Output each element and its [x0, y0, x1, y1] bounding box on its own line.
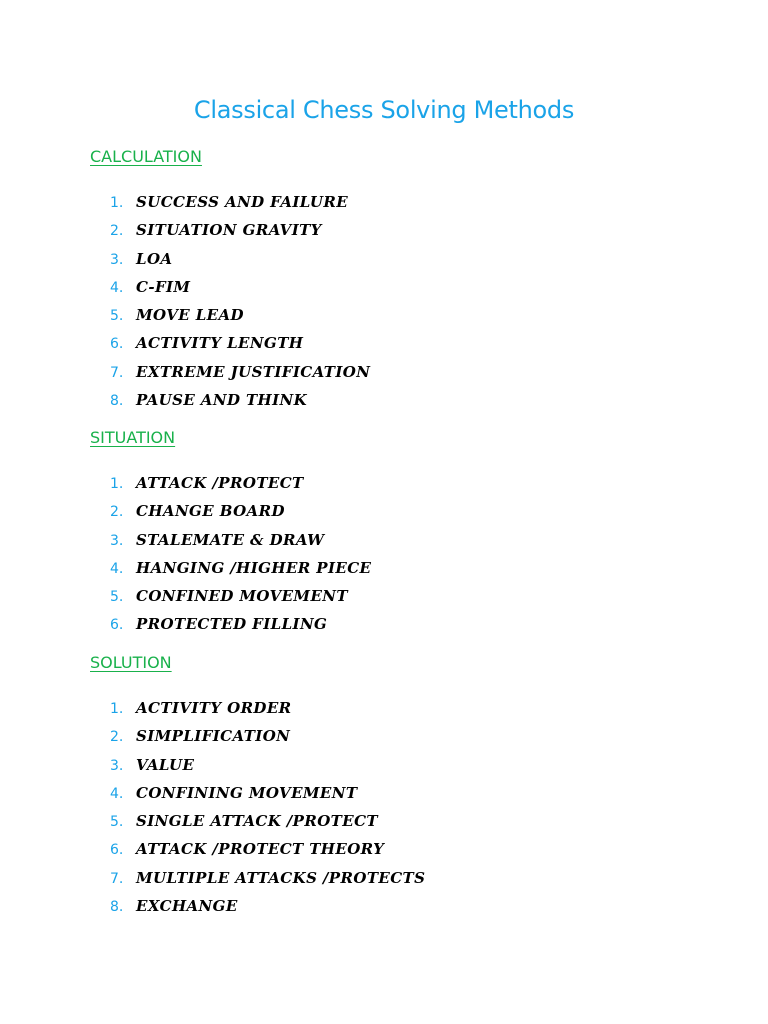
- list-item: [110, 892, 425, 920]
- list-item: [110, 216, 370, 244]
- item-text: CONFINING MOVEMENT: [136, 783, 358, 802]
- item-text: EXCHANGE: [136, 897, 238, 916]
- list-situation: [110, 469, 371, 639]
- list-item: [110, 386, 370, 414]
- item-text: EXTREME JUSTIFICATION: [136, 362, 371, 381]
- list-item: [110, 526, 371, 554]
- list-item: [110, 469, 371, 497]
- item-number: 3.: [110, 757, 124, 774]
- list-solution: [110, 694, 425, 920]
- item-text: SUCCESS AND FAILURE: [136, 193, 349, 211]
- item-number: 6.: [110, 617, 124, 634]
- item-number: 5.: [110, 308, 124, 325]
- list-item: [110, 751, 425, 779]
- list-item: [110, 582, 371, 610]
- item-number: 2.: [110, 729, 124, 746]
- item-number: 6.: [110, 842, 124, 859]
- item-number: 8.: [110, 393, 124, 410]
- list-item: [110, 694, 425, 722]
- item-text: SINGLE ATTACK /PROTECT: [136, 812, 378, 831]
- item-text: ACTIVITY ORDER: [136, 699, 292, 717]
- item-number: 7.: [110, 364, 124, 381]
- list-item: [110, 188, 370, 216]
- list-item: [110, 554, 371, 582]
- section-heading-solution: SOLUTION: [90, 653, 172, 672]
- list-item: [110, 835, 425, 863]
- item-text: HANGING /HIGHER PIECE: [136, 558, 372, 577]
- item-number: 3.: [110, 532, 124, 549]
- item-number: 7.: [110, 870, 124, 887]
- list-item: [110, 245, 370, 273]
- list-item: [110, 779, 425, 807]
- item-text: ATTACK /PROTECT THEORY: [136, 840, 385, 859]
- item-text: VALUE: [136, 755, 195, 774]
- item-number: 5.: [110, 589, 124, 606]
- list-item: [110, 610, 371, 638]
- item-text: PAUSE AND THINK: [136, 391, 308, 410]
- item-number: 2.: [110, 504, 124, 521]
- item-text: ACTIVITY LENGTH: [136, 334, 304, 353]
- item-text: ATTACK /PROTECT: [136, 474, 304, 492]
- item-number: 4.: [110, 279, 124, 296]
- list-item: [110, 864, 425, 892]
- item-text: STALEMATE & DRAW: [136, 530, 325, 549]
- item-text: LOA: [136, 249, 173, 268]
- item-text: MULTIPLE ATTACKS /PROTECTS: [136, 868, 426, 887]
- item-number: 1.: [110, 476, 124, 492]
- list-item: [110, 329, 370, 357]
- list-item: [110, 497, 371, 525]
- section-heading-calculation: CALCULATION: [90, 147, 202, 166]
- item-text: CONFINED MOVEMENT: [136, 587, 348, 606]
- list-item: [110, 273, 370, 301]
- item-number: 3.: [110, 251, 124, 268]
- page-title: Classical Chess Solving Methods: [193, 96, 575, 124]
- item-text: MOVE LEAD: [136, 306, 244, 325]
- item-number: 5.: [110, 814, 124, 831]
- item-number: 4.: [110, 785, 124, 802]
- list-item: [110, 722, 425, 750]
- list-item: [110, 358, 370, 386]
- item-text: PROTECTED FILLING: [136, 615, 328, 634]
- item-number: 8.: [110, 899, 124, 916]
- section-heading-situation: SITUATION: [90, 428, 176, 447]
- list-item: [110, 301, 370, 329]
- item-number: 2.: [110, 223, 124, 240]
- item-text: C-FIM: [136, 277, 191, 296]
- list-calculation: [110, 188, 370, 414]
- item-text: SITUATION GRAVITY: [136, 221, 322, 240]
- list-item: [110, 807, 425, 835]
- item-text: CHANGE BOARD: [136, 502, 285, 521]
- item-number: 4.: [110, 560, 124, 577]
- item-number: 1.: [110, 195, 124, 211]
- item-number: 1.: [110, 701, 124, 717]
- item-number: 6.: [110, 336, 124, 353]
- item-text: SIMPLIFICATION: [136, 727, 291, 746]
